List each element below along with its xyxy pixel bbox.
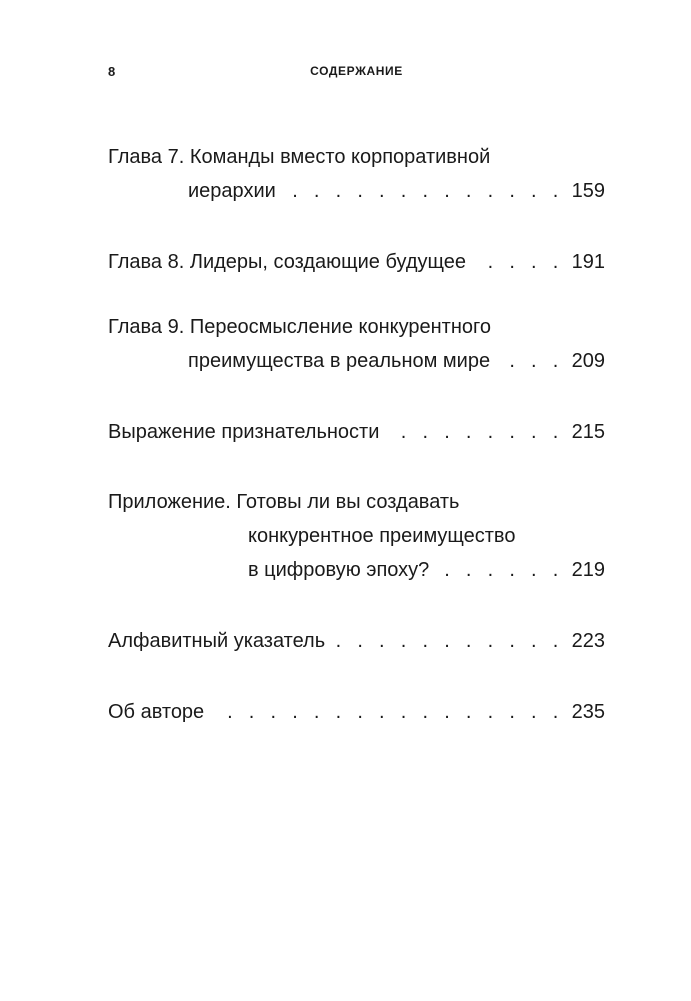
toc-entry-title-continued: в цифровую эпоху? xyxy=(248,559,430,581)
toc-line xyxy=(108,310,605,344)
dot-leader xyxy=(286,174,564,208)
toc-line xyxy=(108,174,605,208)
toc-entry-index[interactable] xyxy=(108,624,605,658)
dot-leader xyxy=(214,695,563,729)
toc-page-number: 235 xyxy=(571,701,605,723)
toc-entry-chapter-8[interactable] xyxy=(108,245,605,279)
toc-entry-title: Глава 9. Переосмысление конкурентного xyxy=(108,316,491,338)
toc-entry-title: Об авторе xyxy=(108,701,205,723)
toc-entry-chapter-7[interactable] xyxy=(108,140,605,208)
dot-leader xyxy=(389,415,563,449)
toc-line xyxy=(108,624,605,658)
toc-entry-title: Глава 8. Лидеры, создающие будущее xyxy=(108,251,466,273)
toc-line xyxy=(108,245,605,279)
toc-entry-acknowledgements[interactable] xyxy=(108,415,605,449)
dot-leader xyxy=(439,553,563,587)
dot-leader xyxy=(335,624,564,658)
dot-leader xyxy=(476,245,564,279)
toc-line xyxy=(108,485,605,519)
toc-page-number: 215 xyxy=(571,421,605,443)
toc-page-number: 223 xyxy=(571,630,605,652)
toc-entry-title: Выражение признательности xyxy=(108,421,380,443)
toc-line xyxy=(108,519,605,553)
toc-entry-chapter-9[interactable] xyxy=(108,310,605,378)
dot-leader xyxy=(500,344,564,378)
toc-entry-appendix[interactable] xyxy=(108,485,605,587)
toc-page-number: 191 xyxy=(571,251,605,273)
toc-entry-title-continued: преимущества в реальном мире xyxy=(188,350,491,372)
toc-entry-title: Глава 7. Команды вместо корпоративной xyxy=(108,146,491,168)
toc-entry-title-continued: конкурентное преимущество xyxy=(248,525,516,547)
toc-line xyxy=(108,553,605,587)
toc-page-number: 219 xyxy=(571,559,605,581)
toc-entry-title: Приложение. Готовы ли вы создавать xyxy=(108,491,460,513)
table-of-contents xyxy=(108,140,605,729)
toc-entry-title: Алфавитный указатель xyxy=(108,630,326,652)
toc-page-number: 159 xyxy=(571,180,605,202)
toc-line xyxy=(108,140,605,174)
running-title: СОДЕРЖАНИЕ xyxy=(310,64,403,78)
toc-line xyxy=(108,695,605,729)
page-header xyxy=(108,64,605,84)
toc-line xyxy=(108,415,605,449)
page-number: 8 xyxy=(108,64,116,79)
toc-page-number: 209 xyxy=(571,350,605,372)
toc-entry-title-continued: иерархии xyxy=(188,180,276,202)
toc-entry-about-author[interactable] xyxy=(108,695,605,729)
toc-line xyxy=(108,344,605,378)
